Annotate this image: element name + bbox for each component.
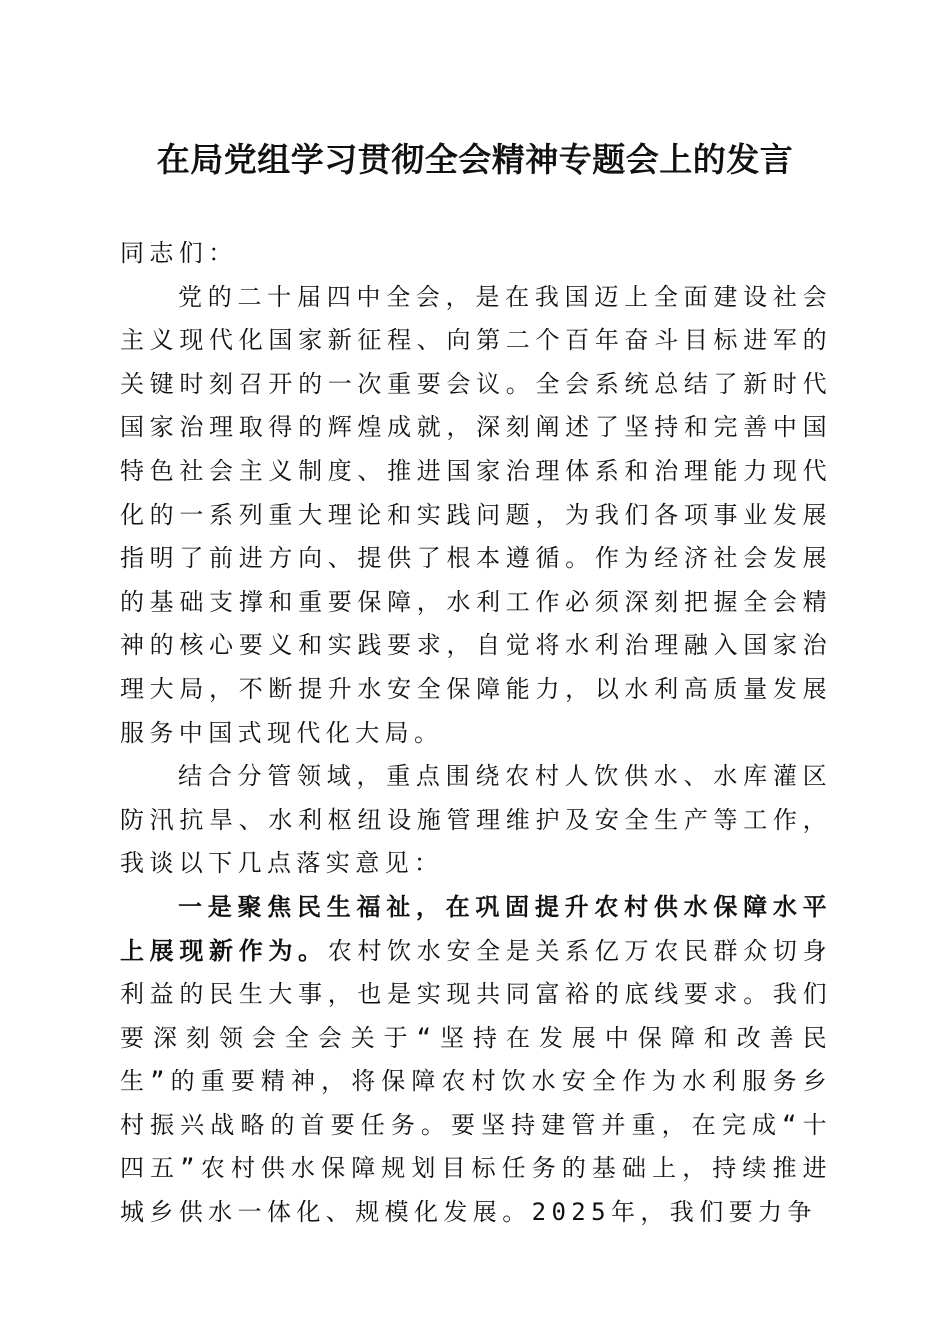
document-title: 在局党组学习贯彻全会精神专题会上的发言 [156, 140, 794, 179]
document-body [120, 232, 832, 1235]
salutation: 同志们： [120, 239, 238, 267]
paragraph-intro: 党的二十届四中全会，是在我国迈上全面建设社会主义现代化国家新征程、向第二个百年奋斗目标进军的关键时刻召开的一次重要会议。全会系统总结了新时代国家治理取得的辉煌成就，深刻阐述了坚持和完善中国特色社会主义制度、推进国家治理体系和治理能力现代化的一系列重大理论和实践问题，为我们各项事业发展指明了前进方向、提供了根本遵循。作为经济社会发展的基础支撑和重要保障，水利工作必须深刻把握全会精神的核心要义和实践要求，自觉将水利治理融入国家治理大局，不断提升水安全保障能力，以水利高质量发展服务中国式现代化大局。 [120, 282, 832, 747]
paragraph-point-one [120, 886, 832, 1235]
point-one-heading: 一是聚焦民生福祉，在巩固提升农村供水保障水平上展现新作为。 [120, 892, 832, 965]
paragraph-transition: 结合分管领域，重点围绕农村人饮供水、水库灌区防汛抗旱、水利枢纽设施管理维护及安全生产等工作，我谈以下几点落实意见： [120, 762, 832, 878]
point-one-body: 农村饮水安全是关系亿万农民群众切身利益的民生大事，也是实现共同富裕的底线要求。我们要深刻领会全会关于“坚持在发展中保障和改善民生”的重要精神，将保障农村饮水安全作为水利服务乡村振兴战略的首要任务。要坚持建管并重，在完成“十四五”农村供水保障规划目标任务的基础上，持续推进城乡供水一体化、规模化发展。2025年，我们要力争 [120, 936, 832, 1227]
